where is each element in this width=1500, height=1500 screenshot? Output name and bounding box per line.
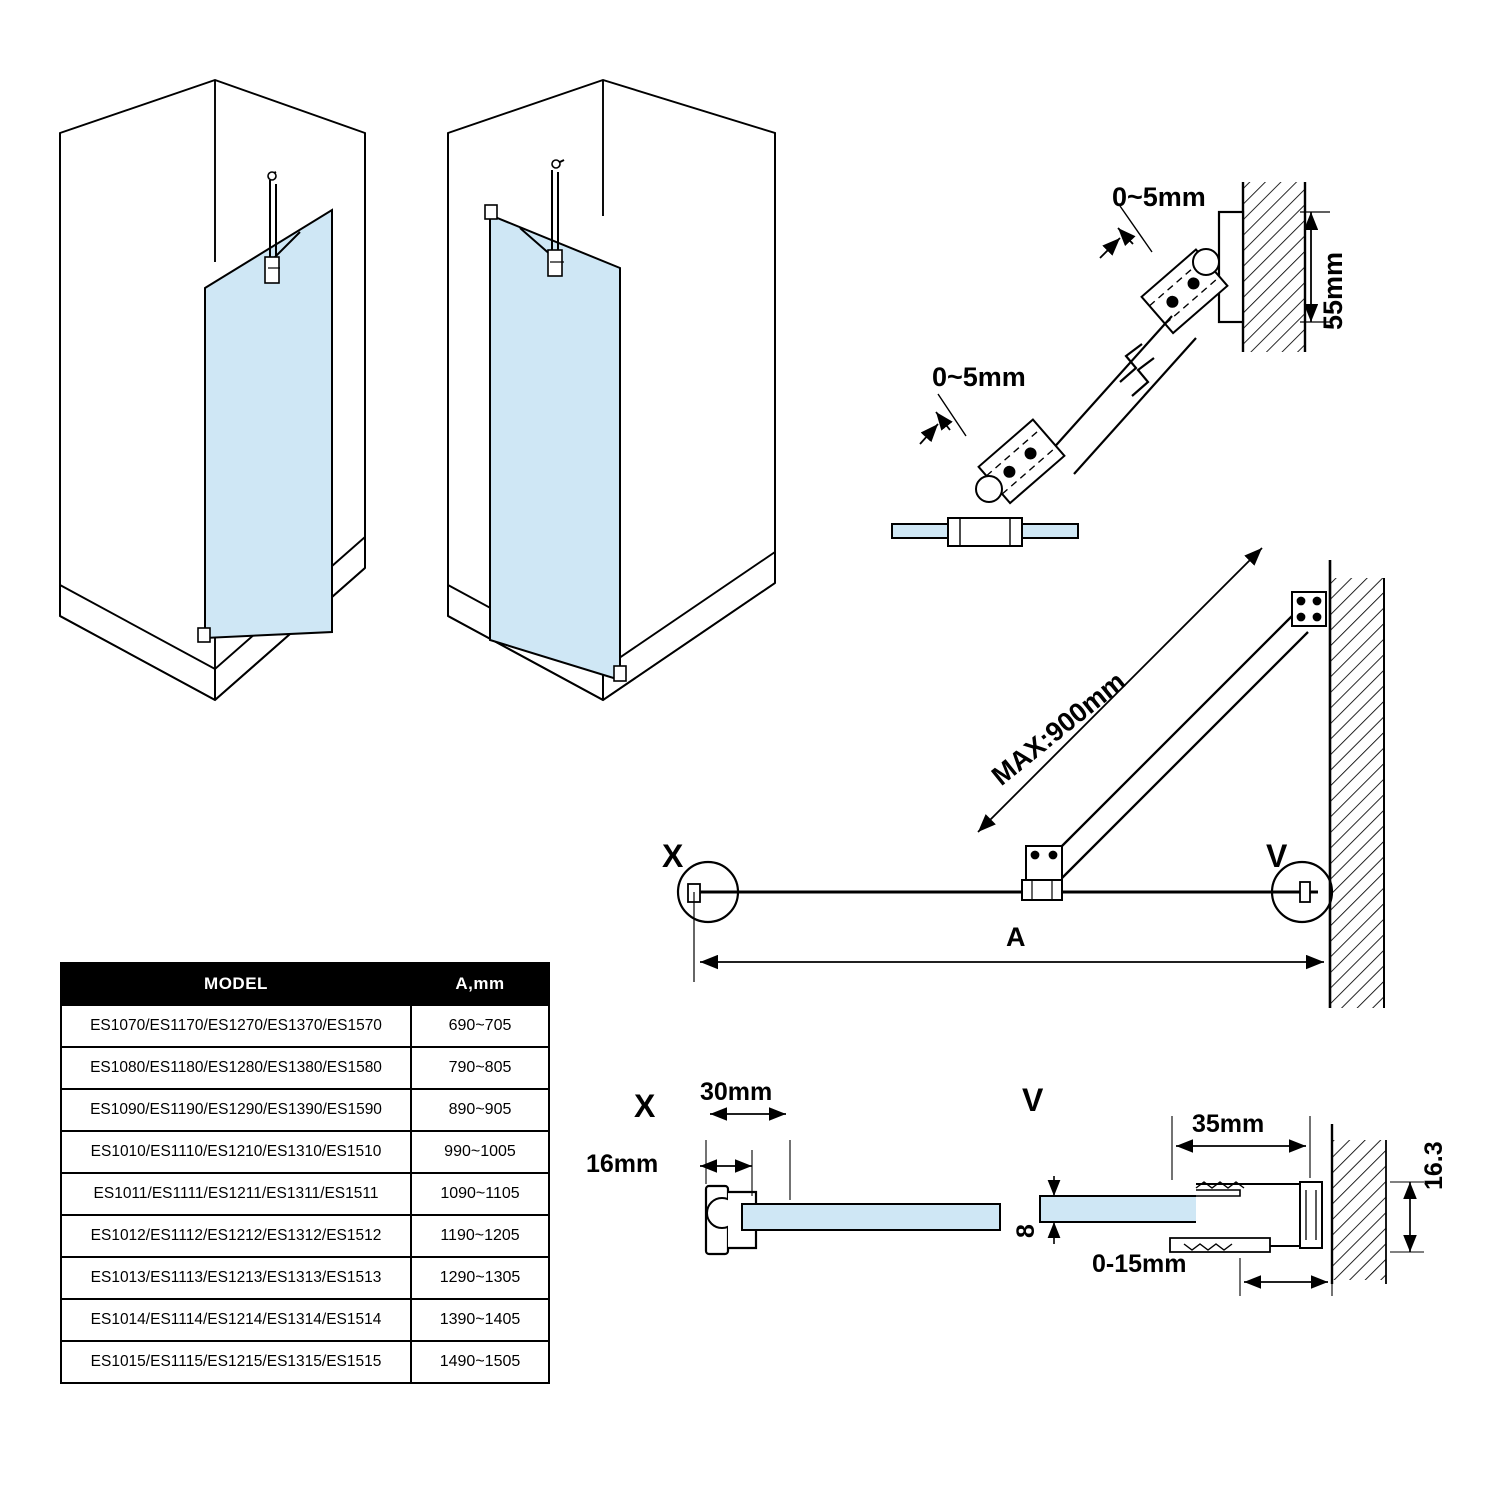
header-a: A,mm	[411, 963, 549, 1005]
label-profile-v-height: 16.3	[1420, 1141, 1448, 1190]
table-row	[61, 1173, 549, 1215]
header-model: MODEL	[61, 963, 411, 1005]
enclosure-view-right	[448, 80, 775, 700]
cell-dimension-a: 1090~1105	[411, 1173, 549, 1215]
table-row	[61, 1215, 549, 1257]
table-row	[61, 1131, 549, 1173]
cell-model: ES1014/ES1114/ES1214/ES1314/ES1514	[61, 1299, 411, 1341]
cell-dimension-a: 690~705	[411, 1005, 549, 1047]
cell-dimension-a: 790~805	[411, 1047, 549, 1089]
cell-dimension-a: 1390~1405	[411, 1299, 549, 1341]
cell-model: ES1090/ES1190/ES1290/ES1390/ES1590	[61, 1089, 411, 1131]
cell-model: ES1080/ES1180/ES1280/ES1380/ES1580	[61, 1047, 411, 1089]
table-row	[61, 1257, 549, 1299]
label-max-bar: MAX:900mm	[986, 666, 1131, 792]
table-row	[61, 1299, 549, 1341]
glass-panel-right	[490, 215, 620, 680]
label-width-a: A	[1006, 922, 1026, 952]
label-gap-top: 0~5mm	[1112, 182, 1206, 212]
label-adjust-range: 0-15mm	[1092, 1250, 1187, 1278]
table-row	[61, 1341, 549, 1383]
table-row	[61, 1047, 549, 1089]
section-x	[700, 1114, 1000, 1254]
label-callout-x: X	[662, 838, 684, 874]
cell-dimension-a: 1490~1505	[411, 1341, 549, 1383]
cell-dimension-a: 1190~1205	[411, 1215, 549, 1257]
cell-model: ES1011/ES1111/ES1211/ES1311/ES1511	[61, 1173, 411, 1215]
enclosure-view-left	[60, 80, 365, 700]
label-gap-bottom: 0~5mm	[932, 362, 1026, 392]
cell-model: ES1070/ES1170/ES1270/ES1370/ES1570	[61, 1005, 411, 1047]
cell-dimension-a: 990~1005	[411, 1131, 549, 1173]
label-callout-v-section: V	[1022, 1082, 1044, 1118]
label-callout-x-section: X	[634, 1088, 656, 1124]
plan-view	[678, 548, 1384, 1008]
label-callout-v: V	[1266, 838, 1288, 874]
label-profile-x-inner: 16mm	[586, 1150, 659, 1178]
cell-dimension-a: 1290~1305	[411, 1257, 549, 1299]
label-glass-thickness: 8	[1012, 1224, 1040, 1238]
cell-dimension-a: 890~905	[411, 1089, 549, 1131]
cell-model: ES1010/ES1110/ES1210/ES1310/ES1510	[61, 1131, 411, 1173]
model-spec-table	[60, 962, 550, 1384]
cell-model: ES1015/ES1115/ES1215/ES1315/ES1515	[61, 1341, 411, 1383]
cell-model: ES1012/ES1112/ES1212/ES1312/ES1512	[61, 1215, 411, 1257]
label-profile-v-width: 35mm	[1192, 1110, 1265, 1138]
table-header-row	[61, 963, 549, 1005]
table-row	[61, 1005, 549, 1047]
label-wall-height: 55mm	[1318, 251, 1348, 330]
table-row	[61, 1089, 549, 1131]
cell-model: ES1013/ES1113/ES1213/ES1313/ES1513	[61, 1257, 411, 1299]
label-profile-x-outer: 30mm	[700, 1078, 773, 1106]
